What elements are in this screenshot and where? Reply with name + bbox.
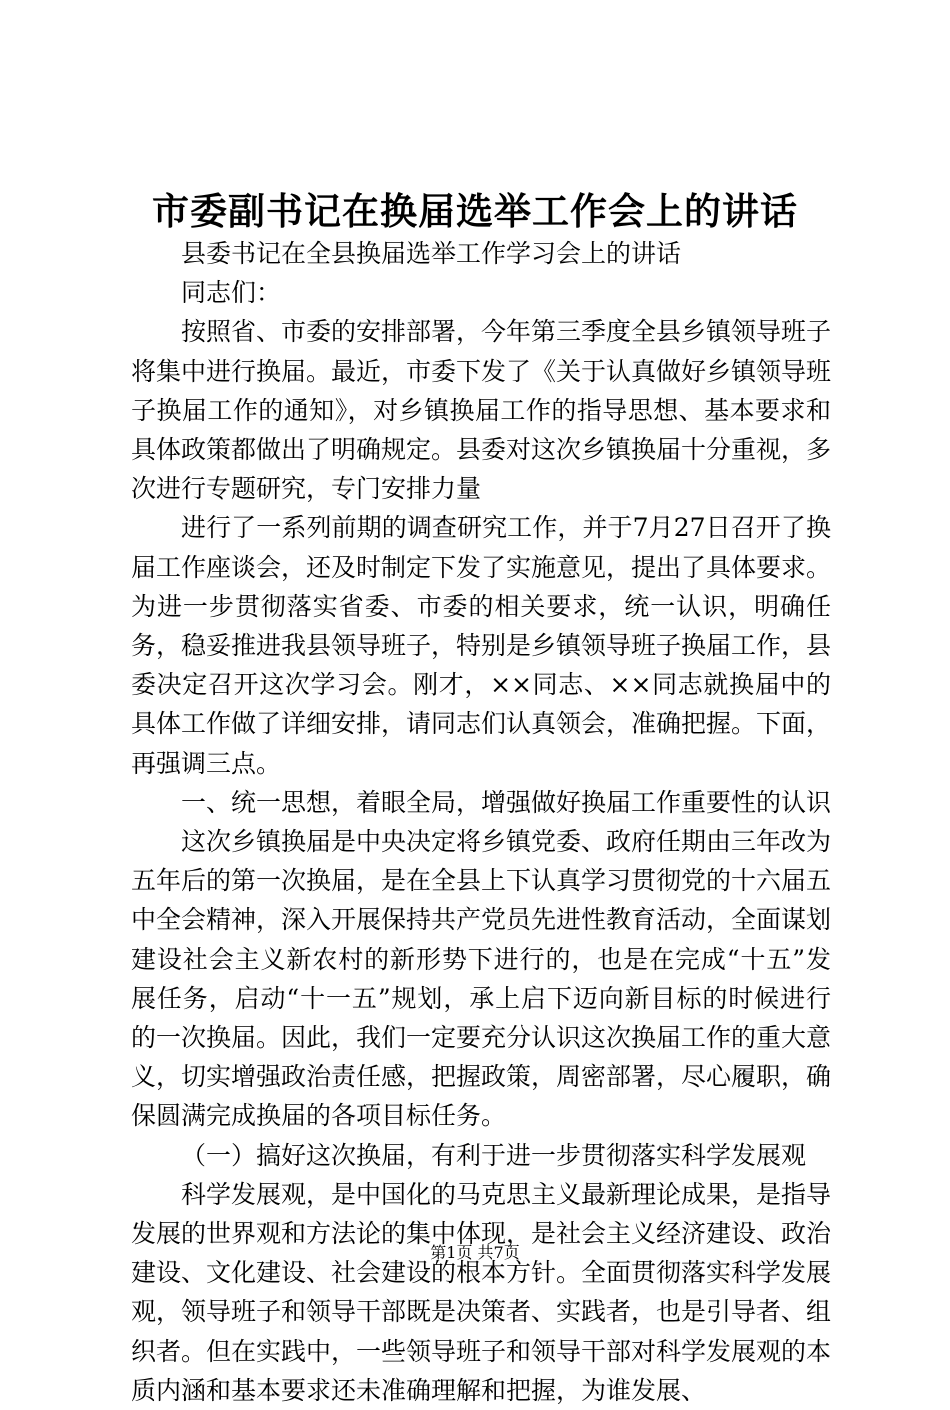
- body-paragraph: 按照省、市委的安排部署，今年第三季度全县乡镇领导班子将集中进行换届。最近，市委下发了《关于认真做好乡镇领导班子换届工作的通知》，对乡镇换届工作的指导思想、基本要求和具体政策都做出了明确规定。县委对这次乡镇换届十分重视，多次进行专题研究，专门安排力量: [131, 317, 832, 504]
- body-paragraph: 进行了一系列前期的调查研究工作，并于7月27日召开了换届工作座谈会，还及时制定下发了实施意见，提出了具体要求。为进一步贯彻落实省委、市委的相关要求，统一认识，明确任务，稳妥推进我县领导班子，特别是乡镇领导班子换届工作，县委决定召开这次学习会。刚才，××同志、××同志就换届中的具体工作做了详细安排，请同志们认真领会，准确把握。下面，再强调三点。: [131, 513, 832, 778]
- document-body: [131, 234, 831, 1410]
- body-paragraph: 科学发展观，是中国化的马克思主义最新理论成果，是指导发展的世界观和方法论的集中体现，是社会主义经济建设、政治建设、文化建设、社会建设的根本方针。全面贯彻落实科学发展观，领导班子和领导干部既是决策者、实践者，也是引导者、组织者。但在实践中，一些领导班子和领导干部对科学发展观的本质内涵和基本要求还未准确理解和把握，为谁发展、: [131, 1179, 832, 1405]
- body-paragraph: 这次乡镇换届是中央决定将乡镇党委、政府任期由三年改为五年后的第一次换届，是在全县上下认真学习贯彻党的十六届五中全会精神，深入开展保持共产党员先进性教育活动，全面谋划建设社会主义新农村的新形势下进行的，也是在完成“十五”发展任务，启动“十一五”规划，承上启下迈向新目标的时候进行的一次换届。因此，我们一定要充分认识这次换届工作的重大意义，切实增强政治责任感，把握政策，周密部署，尽心履职，确保圆满完成换届的各项目标任务。: [131, 827, 832, 1131]
- section-heading: 一、统一思想，着眼全局，增强做好换届工作重要性的认识: [181, 787, 832, 817]
- subtitle-paragraph: 县委书记在全县换届选举工作学习会上的讲话: [181, 239, 682, 268]
- subsection-heading: （一）搞好这次换届，有利于进一步贯彻落实科学发展观: [181, 1140, 807, 1170]
- document-title: 市委副书记在换届选举工作会上的讲话: [152, 189, 798, 233]
- salutation-paragraph: 同志们：: [181, 278, 282, 308]
- page-number-footer: 第1页 共7页: [430, 1243, 520, 1262]
